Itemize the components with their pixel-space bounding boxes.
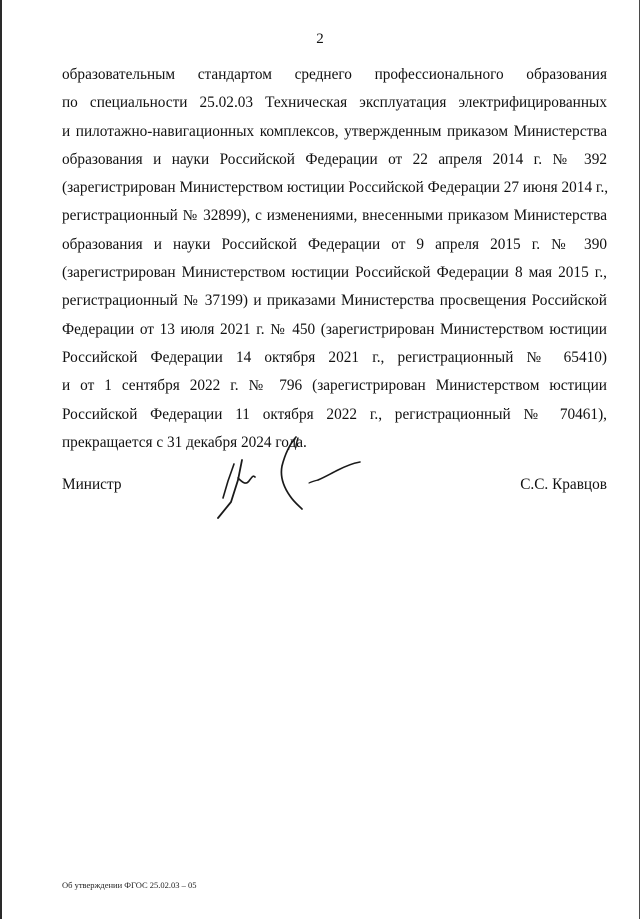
body-line: (зарегистрирован Министерством юстиции Российской Федерации 8 мая 2015 г.,: [62, 264, 607, 282]
body-line: Федерации от 13 июля 2021 г. № 450 (зарегистрирован Министерством юстиции: [62, 320, 607, 338]
signature-stroke: [296, 438, 298, 447]
body-line: (зарегистрирован Министерством юстиции Российской Федерации 27 июня 2014 г.,: [62, 179, 609, 197]
document-body: [62, 61, 607, 457]
signature-stroke: [318, 462, 360, 480]
body-line: образовательным стандартом среднего профессионального образования: [62, 66, 607, 83]
body-line: регистрационный № 37199) и приказами Министерства просвещения Российской: [62, 292, 607, 310]
signature-stroke: [309, 480, 318, 483]
page-number: 2: [316, 31, 324, 47]
body-line: Российской Федерации 11 октября 2022 г., регистрационный № 70461),: [62, 405, 607, 423]
body-line: образования и науки Российской Федерации от 9 апреля 2015 г. № 390: [62, 235, 607, 253]
signature-stroke: [223, 464, 234, 498]
footer-document-ref: Об утверждении ФГОС 25.02.03 – 05: [62, 880, 197, 890]
body-line: по специальности 25.02.03 Техническая эксплуатация электрифицированных: [62, 94, 607, 112]
body-line: Российской Федерации 14 октября 2021 г., регистрационный № 65410): [62, 348, 607, 366]
body-line: и пилотажно-навигационных комплексов, утвержденным приказом Министерства: [62, 122, 607, 140]
scan-edge-left: [0, 0, 2, 919]
signature-stroke: [281, 437, 302, 509]
body-line-last: прекращается с 31 декабря 2024 года.: [62, 433, 307, 451]
signature-stroke: [218, 460, 242, 518]
signer-name: С.С. Кравцов: [520, 476, 607, 493]
signer-title: Министр: [62, 476, 122, 493]
body-line: образования и науки Российской Федерации от 22 апреля 2014 г. № 392: [62, 150, 607, 168]
handwritten-signature: [210, 430, 370, 525]
body-line: и от 1 сентября 2022 г. № 796 (зарегистрирован Министерством юстиции: [62, 377, 607, 395]
body-line: регистрационный № 32899), с изменениями, внесенными приказом Министерства: [62, 207, 607, 225]
signature-stroke: [238, 476, 255, 483]
